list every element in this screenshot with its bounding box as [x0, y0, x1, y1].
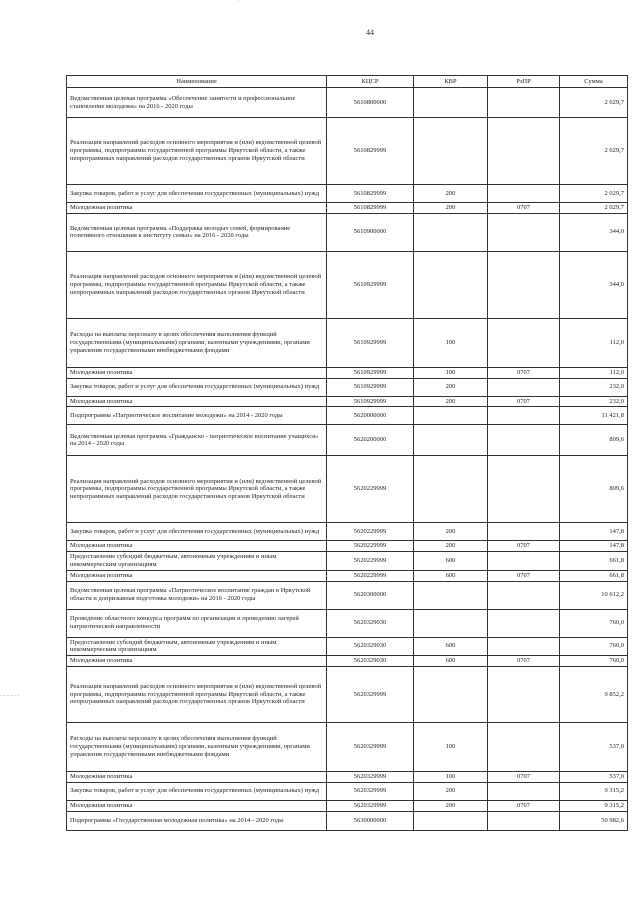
row-rzpr — [488, 425, 560, 456]
table-row — [67, 203, 628, 214]
row-sum: 760,0 — [560, 656, 628, 667]
table-header-row — [67, 76, 628, 88]
row-kcsr: 5630000000 — [327, 811, 414, 830]
row-rzpr — [488, 637, 560, 656]
row-kcsr: 5620329030 — [327, 609, 414, 637]
row-kvr — [414, 456, 488, 523]
row-name: Подпрограмма «Государственная молодежная политика» на 2014 - 2020 годы — [67, 811, 327, 830]
table-row — [67, 800, 628, 811]
row-name: Закупка товаров, работ и услуг для обеспечения государственных (муниципальных) нужд — [67, 523, 327, 541]
row-kcsr: 5620329030 — [327, 637, 414, 656]
row-rzpr — [488, 782, 560, 800]
row-kvr: 600 — [414, 552, 488, 571]
row-kvr — [414, 811, 488, 830]
row-kcsr: 5610829999 — [327, 185, 414, 203]
row-rzpr: 0707 — [488, 771, 560, 782]
column-header-kvr: КВР — [414, 76, 488, 88]
row-sum: 2 029,7 — [560, 203, 628, 214]
row-sum: 112,0 — [560, 318, 628, 367]
row-sum: 2 029,7 — [560, 88, 628, 118]
row-name: Предоставление субсидий бюджетным, автономным учреждениям и иным некоммерческим организациям — [67, 552, 327, 571]
row-rzpr — [488, 88, 560, 118]
row-rzpr — [488, 811, 560, 830]
row-sum: 537,0 — [560, 722, 628, 771]
row-kvr: 200 — [414, 185, 488, 203]
row-kvr: 200 — [414, 782, 488, 800]
row-kcsr: 5620300000 — [327, 581, 414, 609]
row-kvr: 100 — [414, 771, 488, 782]
row-kcsr: 5620229999 — [327, 523, 414, 541]
row-name: Молодежная политика — [67, 771, 327, 782]
row-kvr — [414, 581, 488, 609]
row-name: Реализация направлений расходов основного мероприятия и (или) ведомственной целевой программы, подпрограммы государственной программы Иркутской области, а также непрограммных направлений расходов государственных органов Иркутской области — [67, 666, 327, 722]
table-row — [67, 88, 628, 118]
row-kvr — [414, 251, 488, 318]
row-kvr: 200 — [414, 378, 488, 396]
table-row — [67, 367, 628, 378]
table-row — [67, 185, 628, 203]
row-rzpr: 0707 — [488, 570, 560, 581]
row-rzpr — [488, 552, 560, 571]
row-name: Расходы на выплаты персоналу в целях обеспечения выполнения функций государственными (муниципальными) органами, казенными учреждениями, органами управления государственными внебюджетными фондами — [67, 318, 327, 367]
row-kvr — [414, 213, 488, 251]
table-row — [67, 570, 628, 581]
table-row — [67, 637, 628, 656]
row-name: Ведомственная целевая программа «Патриотическое воспитание граждан в Иркутской области и допризывная подготовка молодежи» на 2016 - 2020 годы — [67, 581, 327, 609]
column-header-kcsr: КЦСР — [327, 76, 414, 88]
row-rzpr: 0707 — [488, 541, 560, 552]
table-row — [67, 378, 628, 396]
row-kvr — [414, 88, 488, 118]
row-kvr: 600 — [414, 656, 488, 667]
row-name: Закупка товаров, работ и услуг для обеспечения государственных (муниципальных) нужд — [67, 782, 327, 800]
row-kcsr: 5620329999 — [327, 800, 414, 811]
row-kcsr: 5610900000 — [327, 213, 414, 251]
row-name: Ведомственная целевая программа «Поддержка молодых семей, формирование позитивного отношения к институту семьи» на 2016 - 2020 годы — [67, 213, 327, 251]
budget-table — [66, 75, 628, 831]
row-sum: 232,0 — [560, 378, 628, 396]
row-sum: 344,0 — [560, 213, 628, 251]
table-row — [67, 318, 628, 367]
row-sum: 9 315,2 — [560, 782, 628, 800]
row-kvr: 200 — [414, 203, 488, 214]
table-row — [67, 118, 628, 185]
row-kvr: 200 — [414, 396, 488, 407]
row-name: Предоставление субсидий бюджетным, автономным учреждениям и иным некоммерческим организациям — [67, 637, 327, 656]
row-kcsr: 5610929999 — [327, 251, 414, 318]
row-sum: 232,0 — [560, 396, 628, 407]
row-name: Реализация направлений расходов основного мероприятия и (или) ведомственной целевой программы, подпрограммы государственной программы Иркутской области, а также непрограммных направлений расходов государственных органов Иркутской области — [67, 456, 327, 523]
row-rzpr: 0707 — [488, 800, 560, 811]
table-row — [67, 581, 628, 609]
page-number: 44 — [366, 28, 374, 37]
table-row — [67, 407, 628, 425]
table-row — [67, 609, 628, 637]
row-kvr: 200 — [414, 800, 488, 811]
column-header-sum: Сумма — [560, 76, 628, 88]
row-kvr: 200 — [414, 523, 488, 541]
row-rzpr — [488, 581, 560, 609]
row-sum: 344,0 — [560, 251, 628, 318]
row-kvr: 200 — [414, 541, 488, 552]
row-rzpr: 0707 — [488, 656, 560, 667]
row-name: Закупка товаров, работ и услуг для обеспечения государственных (муниципальных) нужд — [67, 378, 327, 396]
row-rzpr: 0707 — [488, 367, 560, 378]
row-name: Реализация направлений расходов основного мероприятия и (или) ведомственной целевой программы, подпрограммы государственной программы Иркутской области, а также непрограммных направлений расходов государственных органов Иркутской области — [67, 118, 327, 185]
row-sum: 11 421,8 — [560, 407, 628, 425]
row-rzpr — [488, 251, 560, 318]
row-sum: 2 029,7 — [560, 118, 628, 185]
row-kvr: 600 — [414, 570, 488, 581]
row-sum: 760,0 — [560, 637, 628, 656]
row-name: Молодежная политика — [67, 800, 327, 811]
row-kvr: 600 — [414, 637, 488, 656]
row-sum: 2 029,7 — [560, 185, 628, 203]
row-kvr: 100 — [414, 318, 488, 367]
scan-artifact: ' — [238, 0, 240, 6]
row-kcsr: 5620200000 — [327, 425, 414, 456]
row-kcsr: 5620000000 — [327, 407, 414, 425]
row-kcsr: 5620229999 — [327, 552, 414, 571]
row-rzpr: 0707 — [488, 396, 560, 407]
row-rzpr — [488, 185, 560, 203]
row-kcsr: 5620329030 — [327, 656, 414, 667]
row-sum: 760,0 — [560, 609, 628, 637]
table-row — [67, 425, 628, 456]
table-row — [67, 656, 628, 667]
row-rzpr: 0707 — [488, 203, 560, 214]
row-name: Проведение областного конкурса программ по организации и проведению лагерей патриотической направленности — [67, 609, 327, 637]
row-rzpr — [488, 456, 560, 523]
row-rzpr — [488, 213, 560, 251]
row-name: Молодежная политика — [67, 396, 327, 407]
row-rzpr — [488, 318, 560, 367]
row-kcsr: 5620229999 — [327, 541, 414, 552]
table-row — [67, 771, 628, 782]
table-row — [67, 811, 628, 830]
row-kcsr: 5610800000 — [327, 88, 414, 118]
row-kcsr: 5610829999 — [327, 118, 414, 185]
row-name: Расходы на выплаты персоналу в целях обеспечения выполнения функций государственными (муниципальными) органами, казенными учреждениями, органами управления государственными внебюджетными фондами — [67, 722, 327, 771]
row-name: Ведомственная целевая программа «Обеспечение занятости и профессиональное становление молодежи» на 2016 - 2020 годы — [67, 88, 327, 118]
table-row — [67, 666, 628, 722]
row-rzpr — [488, 407, 560, 425]
column-header-name: Наименование — [67, 76, 327, 88]
row-kcsr: 5610929999 — [327, 367, 414, 378]
row-kcsr: 5610929999 — [327, 318, 414, 367]
row-name: Молодежная политика — [67, 367, 327, 378]
row-kcsr: 5610829999 — [327, 203, 414, 214]
row-sum: 112,0 — [560, 367, 628, 378]
row-kvr — [414, 425, 488, 456]
row-kcsr: 5610929999 — [327, 396, 414, 407]
row-sum: 9 852,2 — [560, 666, 628, 722]
row-rzpr — [488, 118, 560, 185]
row-sum: 809,6 — [560, 456, 628, 523]
row-sum: 10 612,2 — [560, 581, 628, 609]
row-kcsr: 5620329999 — [327, 771, 414, 782]
row-rzpr — [488, 523, 560, 541]
row-sum: 147,8 — [560, 541, 628, 552]
table-row — [67, 251, 628, 318]
row-kcsr: 5620329999 — [327, 722, 414, 771]
row-rzpr — [488, 722, 560, 771]
table-row — [67, 213, 628, 251]
row-name: Молодежная политика — [67, 203, 327, 214]
row-kcsr: 5620229999 — [327, 456, 414, 523]
row-sum: 809,6 — [560, 425, 628, 456]
row-rzpr — [488, 609, 560, 637]
row-kcsr: 5620229999 — [327, 570, 414, 581]
table-row — [67, 782, 628, 800]
table-row — [67, 396, 628, 407]
row-sum: 50 982,6 — [560, 811, 628, 830]
row-kvr — [414, 666, 488, 722]
row-sum: 661,8 — [560, 552, 628, 571]
row-kcsr: 5620329999 — [327, 782, 414, 800]
row-name: Закупка товаров, работ и услуг для обеспечения государственных (муниципальных) нужд — [67, 185, 327, 203]
table-row — [67, 541, 628, 552]
row-sum: 147,8 — [560, 523, 628, 541]
row-sum: 537,0 — [560, 771, 628, 782]
column-header-rzpr: РзПР — [488, 76, 560, 88]
row-kvr: 100 — [414, 367, 488, 378]
row-name: Реализация направлений расходов основного мероприятия и (или) ведомственной целевой программы, подпрограммы государственной программы Иркутской области, а также непрограммных направлений расходов государственных органов Иркутской области — [67, 251, 327, 318]
row-name: Молодежная политика — [67, 570, 327, 581]
row-kvr — [414, 118, 488, 185]
row-sum: 9 315,2 — [560, 800, 628, 811]
row-name: Молодежная политика — [67, 541, 327, 552]
table-row — [67, 456, 628, 523]
row-name: Молодежная политика — [67, 656, 327, 667]
table-row — [67, 552, 628, 571]
row-rzpr — [488, 666, 560, 722]
row-name: Подпрограмма «Патриотическое воспитание молодежи» на 2014 - 2020 годы — [67, 407, 327, 425]
row-kvr — [414, 609, 488, 637]
table-row — [67, 722, 628, 771]
row-kcsr: 5620329999 — [327, 666, 414, 722]
table-row — [67, 523, 628, 541]
row-name: Ведомственная целевая программа «Гражданско - патриотическое воспитание учащихся» на 2014 - 2020 годы — [67, 425, 327, 456]
row-rzpr — [488, 378, 560, 396]
margin-mark: - - - - - - — [0, 693, 20, 699]
row-sum: 661,8 — [560, 570, 628, 581]
row-kvr: 100 — [414, 722, 488, 771]
row-kcsr: 5610929999 — [327, 378, 414, 396]
row-kvr — [414, 407, 488, 425]
